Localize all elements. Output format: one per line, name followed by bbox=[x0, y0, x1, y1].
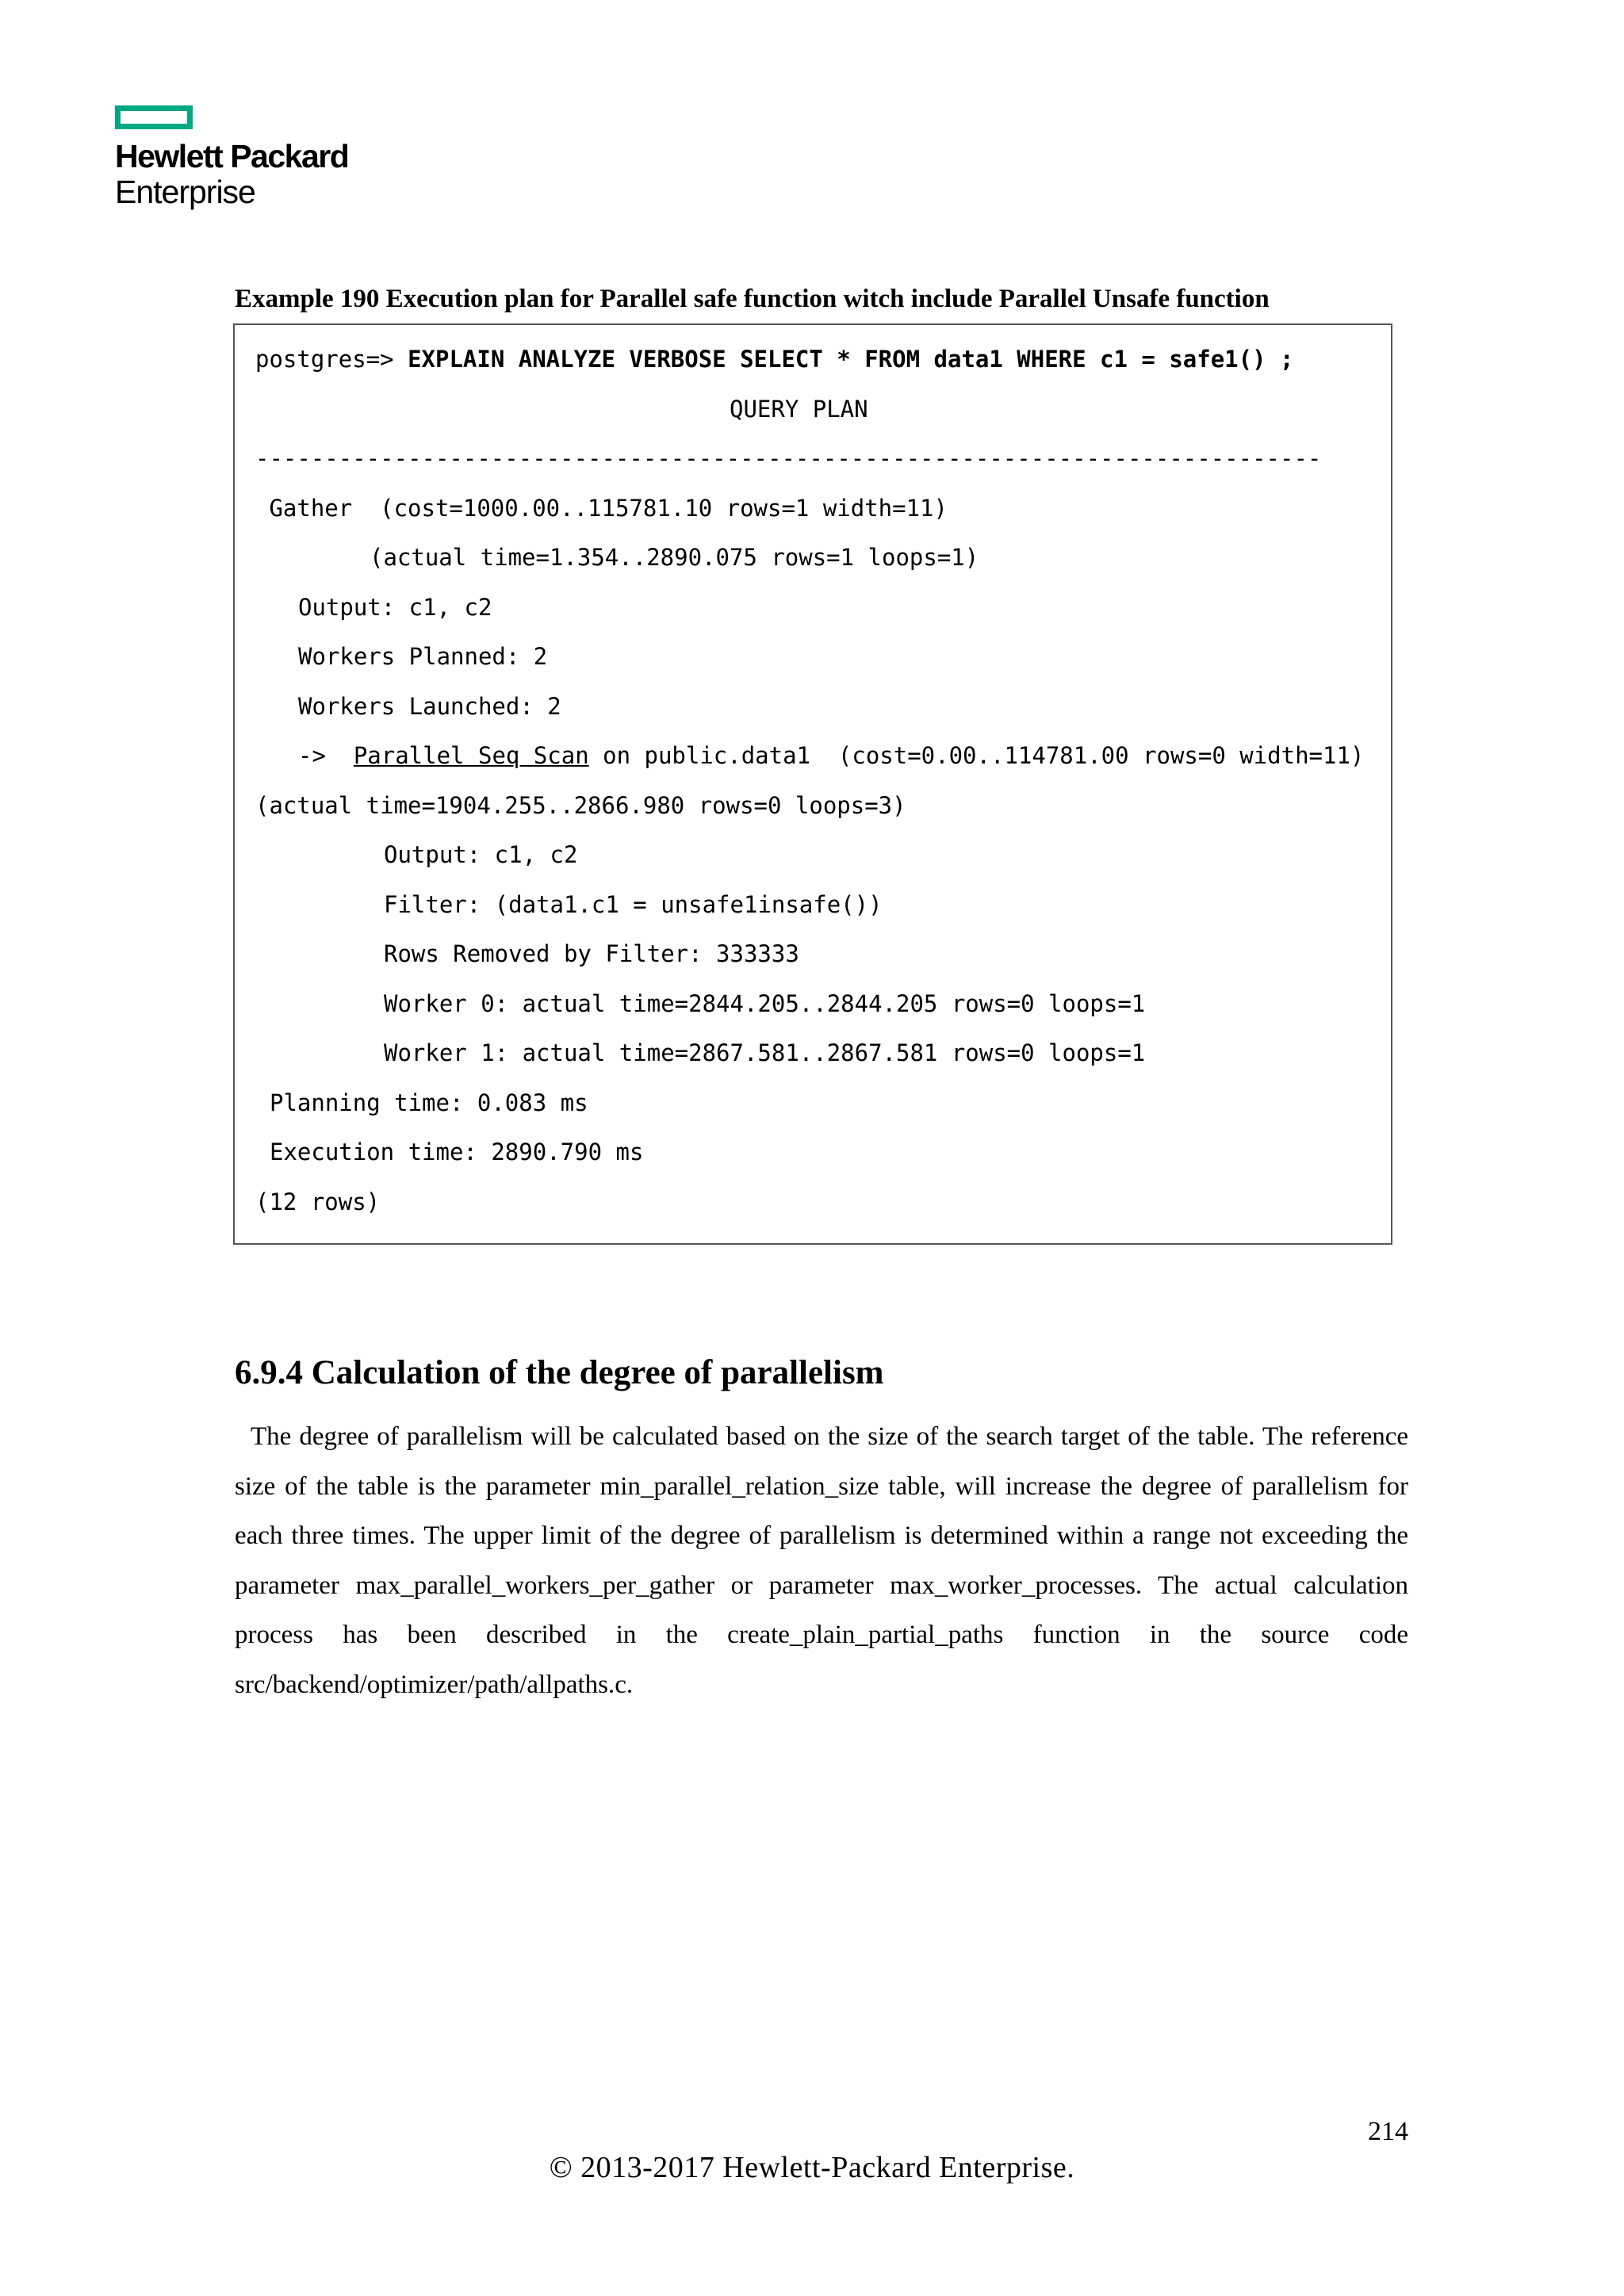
worker-0-line: Worker 0: actual time=2844.205..2844.205 rows=0 loops=1 bbox=[384, 990, 1146, 1017]
page-number: 214 bbox=[1368, 2117, 1408, 2146]
query-plan-divider: ----------------------------------------------------------------------------- bbox=[255, 445, 1322, 472]
workers-planned-line: Workers Planned: 2 bbox=[298, 643, 548, 670]
workers-launched-line: Workers Launched: 2 bbox=[298, 693, 561, 720]
output-line: Output: c1, c2 bbox=[298, 594, 492, 621]
code-block bbox=[233, 323, 1392, 1245]
psql-prompt: postgres=> bbox=[255, 346, 408, 373]
scan-actual-line: (actual time=1904.255..2866.980 rows=0 loops=3) bbox=[255, 792, 906, 819]
parallel-scan-line bbox=[298, 740, 1364, 771]
scan-output-line: Output: c1, c2 bbox=[384, 841, 578, 868]
sql-command: EXPLAIN ANALYZE VERBOSE SELECT * FROM data1 WHERE c1 = safe1() ; bbox=[408, 346, 1294, 373]
query-plan-header: QUERY PLAN bbox=[730, 396, 868, 423]
gather-line: Gather (cost=1000.00..115781.10 rows=1 width=11) bbox=[255, 495, 948, 522]
plan-arrow: -> bbox=[298, 742, 354, 769]
hpe-logo bbox=[115, 105, 369, 216]
example-caption: Example 190 Execution plan for Parallel safe function witch include Parallel Unsafe function bbox=[235, 285, 1270, 313]
execution-time-line: Execution time: 2890.790 ms bbox=[270, 1138, 644, 1165]
gather-actual-line: (actual time=1.354..2890.075 rows=1 loops=1) bbox=[370, 544, 979, 571]
filter-line: Filter: (data1.c1 = unsafe1insafe()) bbox=[384, 891, 883, 918]
hpe-logo-mark bbox=[115, 105, 193, 129]
section-heading: 6.9.4 Calculation of the degree of parallelism bbox=[235, 1354, 884, 1391]
rows-removed-line: Rows Removed by Filter: 333333 bbox=[384, 940, 799, 967]
row-count-line: (12 rows) bbox=[255, 1188, 381, 1215]
parallel-seq-scan-node: Parallel Seq Scan bbox=[353, 742, 589, 769]
logo-text-line1: Hewlett Packard bbox=[115, 138, 349, 174]
worker-1-line: Worker 1: actual time=2867.581..2867.581 rows=0 loops=1 bbox=[384, 1039, 1146, 1066]
copyright-footer: © 2013-2017 Hewlett-Packard Enterprise. bbox=[549, 2151, 1075, 2184]
code-command-line bbox=[255, 343, 1293, 375]
planning-time-line: Planning time: 0.083 ms bbox=[270, 1089, 588, 1116]
scan-details: on public.data1 (cost=0.00..114781.00 rows=0 width=11) bbox=[588, 742, 1365, 769]
logo-text-line2: Enterprise bbox=[115, 174, 255, 210]
section-paragraph: The degree of parallelism will be calculated based on the size of the search target of the table. The reference size of the table is the parameter min_parallel_relation_size table, will increase the degree of parallelism for each three times. The upper limit of the degree of parallelism is determined within a range not exceeding the parameter max_parallel_workers_per_gather or parameter max_worker_processes. The actual calculation process has been described in the create_plain_partial_paths function in the source code src/backend/optimizer/path/allpaths.c. bbox=[235, 1422, 1408, 1699]
